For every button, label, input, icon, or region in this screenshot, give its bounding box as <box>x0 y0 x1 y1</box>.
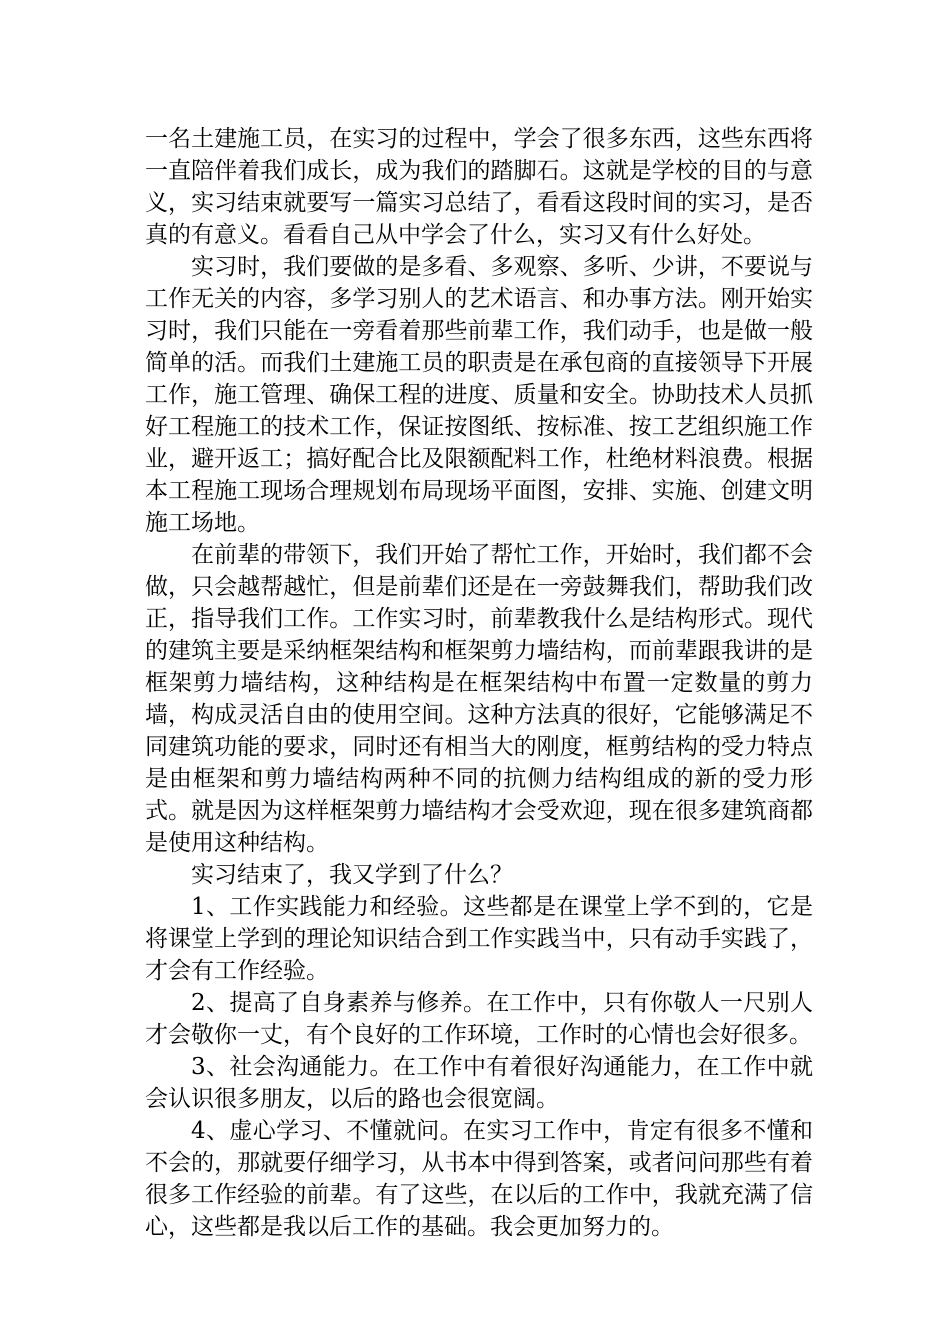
paragraph-point-4: 4、虚心学习、不懂就问。在实习工作中，肯定有很多不懂和不会的，那就要仔细学习，从书本中得到答案，或者问问那些有着很多工作经验的前辈。有了这些，在以后的工作中，我就充满了信心，这些都是我以后工作的基础。我会更加努力的。 <box>145 1118 813 1240</box>
paragraph-question: 实习结束了，我又学到了什么？ <box>191 862 513 888</box>
paragraph-duties: 实习时，我们要做的是多看、多观察、多听、少讲，不要说与工作无关的内容，多学习别人的艺术语言、和办事方法。刚开始实习时，我们只能在一旁看着那些前辈工作，我们动手，也是做一般简单的活。而我们土建施工员的职责是在承包商的直接领导下开展工作，施工管理、确保工程的进度、质量和安全。协助技术人员抓好工程施工的技术工作，保证按图纸、按标准、按工艺组织施工作业，避开返工；搞好配合比及限额配料工作，杜绝材料浪费。根据本工程施工现场合理规划布局现场平面图，安排、实施、创建文明施工场地。 <box>145 254 813 536</box>
paragraph-intro: 一名土建施工员，在实习的过程中，学会了很多东西，这些东西将一直陪伴着我们成长，成为我们的踏脚石。这就是学校的目的与意义，实习结束就要写一篇实习总结了，看看这段时间的实习，是否真的有意义。看看自己从中学会了什么，实习又有什么好处。 <box>145 126 813 248</box>
paragraph-structure: 在前辈的带领下，我们开始了帮忙工作，开始时，我们都不会做，只会越帮越忙，但是前辈们还是在一旁鼓舞我们，帮助我们改正，指导我们工作。工作实习时，前辈教我什么是结构形式。现代的建筑主要是采纳框架结构和框架剪力墙结构，而前辈跟我讲的是框架剪力墙结构，这种结构是在框架结构中布置一定数量的剪力墙，构成灵活自由的使用空间。这种方法真的很好，它能够满足不同建筑功能的要求，同时还有相当大的刚度，框剪结构的受力特点是由框架和剪力墙结构两种不同的抗侧力结构组成的新的受力形式。就是因为这样框架剪力墙结构才会受欢迎，现在很多建筑商都是使用这种结构。 <box>145 542 813 856</box>
paragraph-point-1: 1、工作实践能力和经验。这些都是在课堂上学不到的，它是将课堂上学到的理论知识结合到工作实践当中，只有动手实践了，才会有工作经验。 <box>145 894 813 984</box>
document-page <box>145 123 813 1243</box>
paragraph-point-3: 3、社会沟通能力。在工作中有着很好沟通能力，在工作中就会认识很多朋友，以后的路也会很宽阔。 <box>145 1054 813 1112</box>
paragraph-point-2: 2、提高了自身素养与修养。在工作中，只有你敬人一尺别人才会敬你一丈，有个良好的工作环境，工作时的心情也会好很多。 <box>145 990 813 1048</box>
